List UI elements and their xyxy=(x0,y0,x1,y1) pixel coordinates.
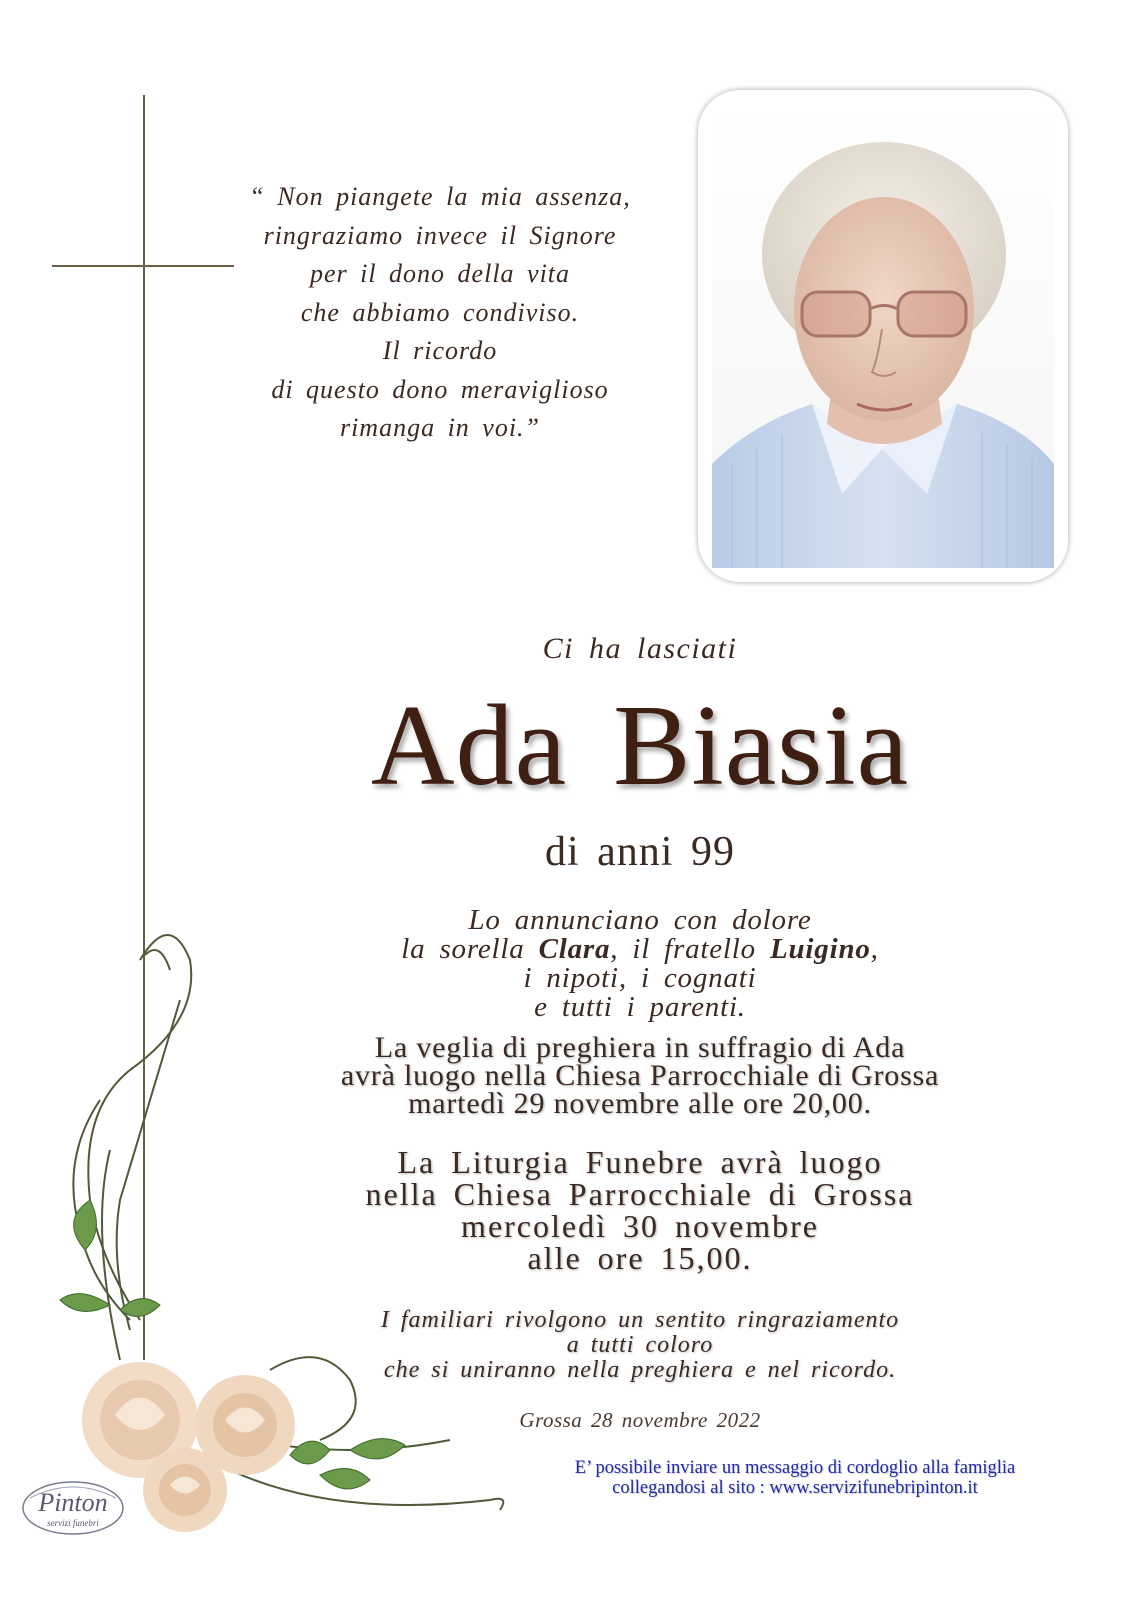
quote-line: rimanga in voi.” xyxy=(339,413,541,442)
thanks-line: che si uniranno nella preghiera e nel ricordo. xyxy=(383,1357,897,1383)
funeral-line: nella Chiesa Parrocchiale di Grossa xyxy=(365,1176,915,1212)
roses-decoration xyxy=(20,900,540,1560)
quote-line: Il ricordo xyxy=(382,336,498,365)
cross-icon-horizontal xyxy=(52,265,234,267)
vigil-line: avrà luogo nella Chiesa Parrocchiale di Grossa xyxy=(340,1059,940,1092)
quote-line: di questo dono meraviglioso xyxy=(271,374,609,404)
intro-text: Ci ha lasciati xyxy=(542,632,738,665)
quote-line: per il dono della vita xyxy=(309,259,571,288)
memorial-quote xyxy=(230,178,650,448)
portrait-photo xyxy=(712,104,1054,568)
deceased-age: di anni 99 xyxy=(545,829,735,875)
funeral-line: mercoledì 30 novembre xyxy=(461,1208,819,1244)
announcement-line: e tutti i parenti. xyxy=(534,991,746,1023)
sister-name: Clara xyxy=(538,933,611,965)
condolence-link[interactable]: collegandosi al sito : www.servizifunebripinton.it xyxy=(612,1478,978,1498)
notice-date: Grossa 28 novembre 2022 xyxy=(519,1408,761,1432)
logo-subtext: servizi funebri xyxy=(47,1518,99,1528)
vigil-line: La veglia di preghiera in suffragio di Ada xyxy=(374,1031,906,1064)
portrait-photo-frame xyxy=(698,90,1068,582)
quote-line: “ Non piangete la mia assenza, xyxy=(249,182,631,211)
announcement-text: , il fratello xyxy=(610,933,770,965)
funeral-line: La Liturgia Funebre avrà luogo xyxy=(397,1144,883,1180)
announcement-line: Lo annunciano con dolore xyxy=(468,904,812,936)
quote-line: ringraziamo invece il Signore xyxy=(263,220,617,250)
quote-line: che abbiamo condiviso. xyxy=(300,297,580,327)
condolence-line: E’ possibile inviare un messaggio di cordoglio alla famiglia xyxy=(574,1458,1016,1478)
brother-name: Luigino xyxy=(769,933,871,965)
logo-text: Pinton xyxy=(38,1488,108,1517)
announcement-text: la sorella xyxy=(401,933,539,965)
deceased-name: Ada Biasia xyxy=(370,682,910,810)
vigil-line: martedì 29 novembre alle ore 20,00. xyxy=(408,1087,872,1120)
funeral-line: alle ore 15,00. xyxy=(527,1240,753,1276)
announcement-text: , xyxy=(870,933,879,965)
thanks-line: I familiari rivolgono un sentito ringraziamento xyxy=(380,1307,900,1333)
announcement-line: i nipoti, i cognati xyxy=(523,962,757,994)
thanks-line: a tutti coloro xyxy=(566,1332,714,1358)
condolence-info xyxy=(480,1458,1110,1498)
